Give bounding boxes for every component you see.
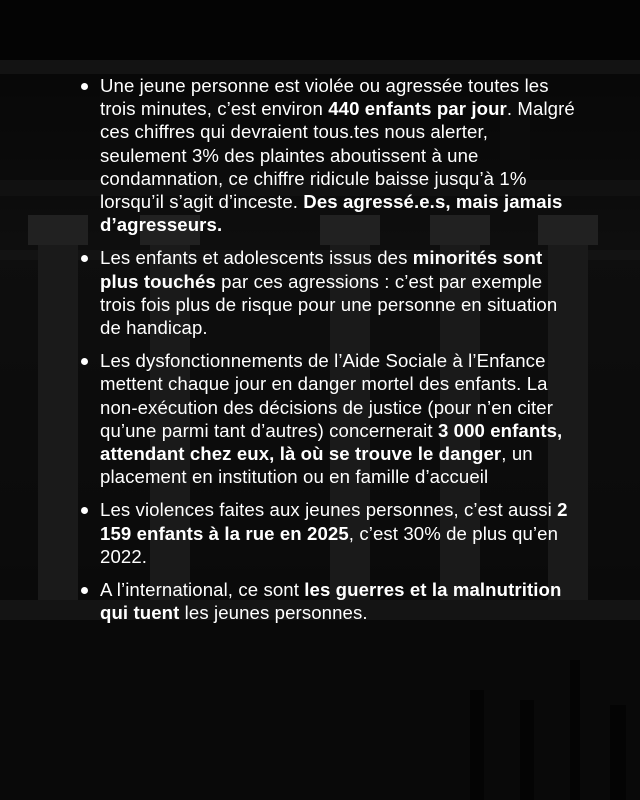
bullet-text: . Malgré ces chiffres qui devraient tous.tes nous alerter, seulement 3% des plaintes aboutissent à une condamnation, ce chiffre ridicule baisse jusqu’à 1% lorsqu’il s’agit d’inceste.: [100, 98, 575, 213]
bullet-item-1: [78, 74, 578, 236]
bullet-bold-text: 440 enfants par jour: [328, 98, 507, 120]
bullet-item-4: [78, 498, 578, 568]
bullet-text: les jeunes personnes.: [179, 602, 368, 624]
bullet-item-3: [78, 349, 578, 488]
bullet-bold-text: minorités sont plus touchés: [100, 247, 543, 292]
bullet-text: Les enfants et adolescents issus des: [100, 247, 413, 269]
bullet-text: Une jeune personne est violée ou agressée toutes les trois minutes, c’est environ: [100, 75, 549, 120]
bullet-text: , c’est 30% de plus qu’en 2022.: [100, 522, 559, 567]
bullet-text: Les violences faites aux jeunes personnes, c’est aussi: [100, 499, 558, 521]
bullet-bold-text: 3 000 enfants, attendant chez eux, là où se trouve le danger: [100, 419, 563, 465]
bullet-list: [78, 74, 578, 624]
bullet-item-5: [78, 578, 578, 624]
text-content: [78, 74, 578, 634]
bullet-bold-text: les guerres et la malnutrition qui tuent: [100, 579, 562, 624]
bullet-text: Les dysfonctionnements de l’Aide Sociale à l’Enfance mettent chaque jour en danger mortel des enfants. La non-exécution des décisions de justice (pour n’en citer qu’une parmi tant d’autres) concernerait: [100, 350, 554, 441]
bullet-bold-text: 2 159 enfants à la rue en 2025: [100, 499, 568, 544]
bullet-text: , un placement en institution ou en famille d’accueil: [100, 443, 533, 488]
bullet-bold-text: Des agressé.e.s, mais jamais d’agresseurs.: [100, 191, 563, 236]
bullet-item-2: [78, 246, 578, 339]
bullet-text: A l’international, ce sont: [100, 579, 305, 601]
bullet-text: par ces agressions : c’est par exemple trois fois plus de risque pour une personne en situation de handicap.: [100, 270, 558, 339]
